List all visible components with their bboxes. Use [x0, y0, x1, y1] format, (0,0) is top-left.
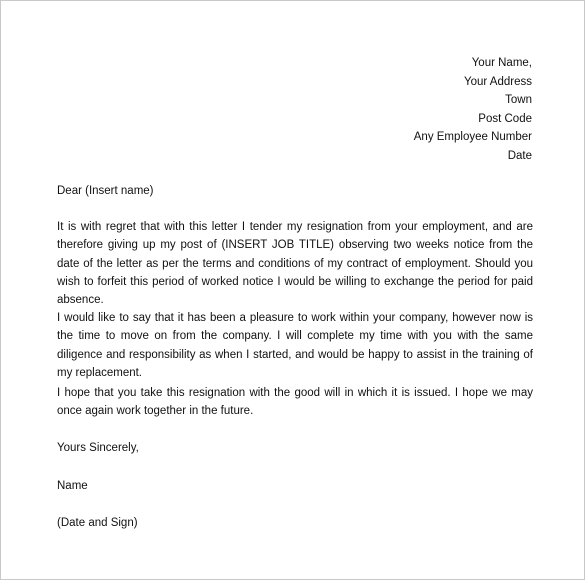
letter-date: Date: [507, 149, 532, 162]
closing: Yours Sincerely,: [57, 442, 139, 454]
signer-name: Name: [57, 480, 88, 492]
paragraph-resignation: It is with regret that with this letter I tender my resignation from your employment, and are therefore giving up my post of (INSERT JOB TITLE) observing two weeks notice from the date of the letter as per the terms and conditions of my contract of employment. Should you wish to forfeit this period of worked notice I would be willing to exchange the period for paid absence.: [57, 221, 533, 307]
sender-town: Town: [505, 94, 532, 106]
sender-address-block: [414, 54, 532, 165]
sender-post-code: Post Code: [478, 112, 532, 125]
paragraph-appreciation: I would like to say that it has been a pleasure to work within your company, however now is the time to move on from the company. I will complete my time with you with the same diligence and responsibility as when I started, and would be happy to assist in the training of my replacement.: [57, 312, 533, 379]
date-and-signature: (Date and Sign): [57, 517, 138, 529]
sender-address: Your Address: [464, 75, 532, 88]
sender-employee-number: Any Employee Number: [413, 131, 532, 143]
salutation: Dear (Insert name): [57, 185, 154, 197]
paragraph-goodwill: I hope that you take this resignation with the good will in which it is issued. I hope we may once again work together in the future.: [57, 387, 533, 418]
sender-name: Your Name,: [471, 57, 532, 69]
